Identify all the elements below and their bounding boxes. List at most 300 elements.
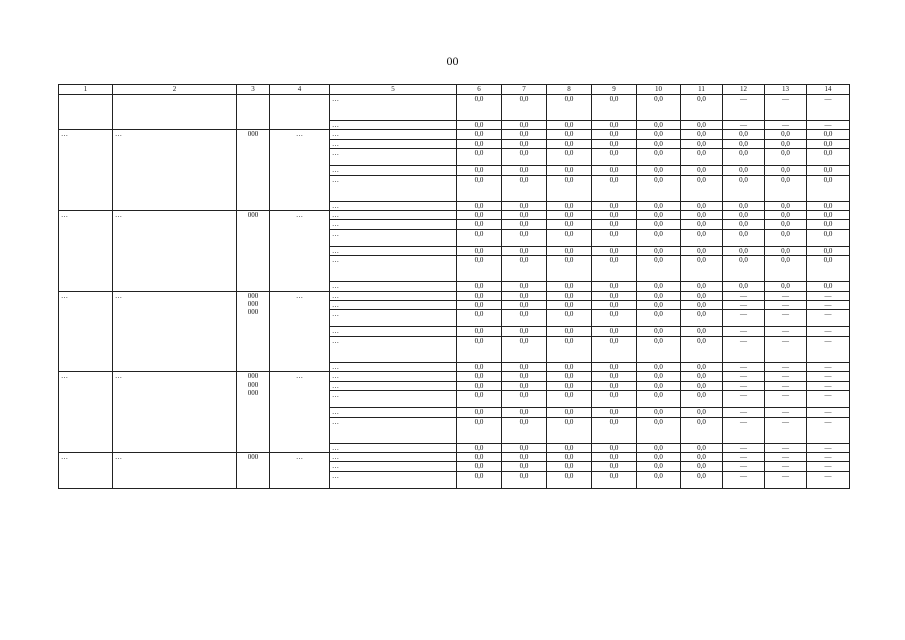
value-cell: 0,0 bbox=[592, 139, 637, 148]
source-label: … bbox=[330, 291, 457, 300]
value-cell: — bbox=[723, 408, 765, 417]
value-cell: 0,0 bbox=[723, 201, 765, 210]
value-cell: 0,0 bbox=[457, 201, 502, 210]
value-cell: 0,0 bbox=[765, 246, 807, 255]
value-cell: 0,0 bbox=[502, 471, 547, 488]
value-cell: 0,0 bbox=[592, 417, 637, 443]
value-cell: 0,0 bbox=[502, 327, 547, 336]
value-cell: 0,0 bbox=[502, 417, 547, 443]
value-cell: 0,0 bbox=[681, 229, 723, 246]
value-cell: — bbox=[723, 362, 765, 371]
value-cell: — bbox=[765, 310, 807, 327]
value-cell: 0,0 bbox=[457, 381, 502, 390]
value-cell: — bbox=[807, 443, 850, 452]
value-cell: 0,0 bbox=[637, 327, 681, 336]
value-cell: 0,0 bbox=[502, 462, 547, 471]
measure-name-cell: … bbox=[113, 130, 237, 211]
value-cell: 0,0 bbox=[807, 166, 850, 175]
group-label-cell: … bbox=[59, 452, 113, 488]
value-cell: — bbox=[723, 291, 765, 300]
value-cell: 0,0 bbox=[637, 149, 681, 166]
measure-name-cell: … bbox=[113, 452, 237, 488]
value-cell: 0,0 bbox=[592, 246, 637, 255]
value-cell: 0,0 bbox=[502, 201, 547, 210]
value-cell: 0,0 bbox=[681, 417, 723, 443]
table-row bbox=[59, 452, 850, 461]
value-cell: 0,0 bbox=[547, 362, 592, 371]
source-label: … bbox=[330, 246, 457, 255]
value-cell: 0,0 bbox=[502, 166, 547, 175]
table-row bbox=[59, 211, 850, 220]
value-cell: 0,0 bbox=[457, 327, 502, 336]
value-cell: 0,0 bbox=[547, 149, 592, 166]
value-cell: 0,0 bbox=[502, 95, 547, 121]
target-cell bbox=[270, 95, 330, 130]
value-cell: 0,0 bbox=[637, 417, 681, 443]
value-cell: — bbox=[807, 381, 850, 390]
value-cell: 0,0 bbox=[807, 220, 850, 229]
value-cell: — bbox=[807, 462, 850, 471]
value-cell: — bbox=[723, 301, 765, 310]
value-cell: 0,0 bbox=[592, 462, 637, 471]
value-cell: 0,0 bbox=[547, 175, 592, 201]
value-cell: — bbox=[723, 452, 765, 461]
value-cell: 0,0 bbox=[457, 166, 502, 175]
value-cell: 0,0 bbox=[502, 229, 547, 246]
value-cell: 0,0 bbox=[765, 220, 807, 229]
value-cell: 0,0 bbox=[502, 381, 547, 390]
value-cell: — bbox=[765, 362, 807, 371]
target-cell: … bbox=[270, 291, 330, 372]
value-cell: — bbox=[723, 372, 765, 381]
measure-name-cell: … bbox=[113, 372, 237, 453]
value-cell: 0,0 bbox=[547, 130, 592, 139]
table-row bbox=[59, 372, 850, 381]
value-cell: 0,0 bbox=[681, 166, 723, 175]
column-number: 1 bbox=[59, 85, 113, 95]
value-cell: 0,0 bbox=[502, 149, 547, 166]
value-cell: 0,0 bbox=[637, 471, 681, 488]
value-cell: — bbox=[765, 291, 807, 300]
value-cell: 0,0 bbox=[637, 246, 681, 255]
value-cell: 0,0 bbox=[547, 166, 592, 175]
value-cell: 0,0 bbox=[547, 417, 592, 443]
value-cell: 0,0 bbox=[457, 211, 502, 220]
value-cell: 0,0 bbox=[723, 256, 765, 282]
value-cell: 0,0 bbox=[637, 391, 681, 408]
value-cell: 0,0 bbox=[681, 452, 723, 461]
value-cell: 0,0 bbox=[457, 391, 502, 408]
value-cell: 0,0 bbox=[592, 229, 637, 246]
value-cell: 0,0 bbox=[457, 417, 502, 443]
source-label: … bbox=[330, 139, 457, 148]
value-cell: 0,0 bbox=[681, 336, 723, 362]
value-cell: — bbox=[807, 362, 850, 371]
value-cell: 0,0 bbox=[547, 256, 592, 282]
value-cell: 0,0 bbox=[807, 211, 850, 220]
group-label-cell bbox=[59, 95, 113, 130]
value-cell: 0,0 bbox=[547, 462, 592, 471]
value-cell: — bbox=[765, 408, 807, 417]
value-cell: 0,0 bbox=[502, 211, 547, 220]
value-cell: 0,0 bbox=[547, 391, 592, 408]
value-cell: 0,0 bbox=[502, 391, 547, 408]
value-cell: 0,0 bbox=[547, 201, 592, 210]
value-cell: 0,0 bbox=[807, 149, 850, 166]
value-cell: 0,0 bbox=[457, 452, 502, 461]
value-cell: 0,0 bbox=[723, 175, 765, 201]
source-label: … bbox=[330, 166, 457, 175]
value-cell: 0,0 bbox=[502, 336, 547, 362]
source-label: … bbox=[330, 301, 457, 310]
group-label-cell: … bbox=[59, 372, 113, 453]
value-cell: 0,0 bbox=[681, 149, 723, 166]
value-cell: 0,0 bbox=[592, 149, 637, 166]
column-number: 8 bbox=[547, 85, 592, 95]
value-cell: 0,0 bbox=[592, 391, 637, 408]
value-cell: 0,0 bbox=[807, 246, 850, 255]
value-cell: — bbox=[807, 372, 850, 381]
value-cell: — bbox=[765, 95, 807, 121]
value-cell: — bbox=[765, 452, 807, 461]
value-cell: 0,0 bbox=[807, 229, 850, 246]
source-label: … bbox=[330, 229, 457, 246]
value-cell: 0,0 bbox=[592, 121, 637, 130]
value-cell: 0,0 bbox=[681, 301, 723, 310]
budget-code: 000 bbox=[247, 380, 259, 389]
value-cell: 0,0 bbox=[457, 256, 502, 282]
value-cell: 0,0 bbox=[807, 130, 850, 139]
value-cell: 0,0 bbox=[723, 211, 765, 220]
source-label: … bbox=[330, 95, 457, 121]
value-cell: 0,0 bbox=[681, 121, 723, 130]
value-cell: 0,0 bbox=[637, 130, 681, 139]
value-cell: — bbox=[723, 391, 765, 408]
column-number: 6 bbox=[457, 85, 502, 95]
codes-cell bbox=[237, 130, 270, 211]
source-label: … bbox=[330, 220, 457, 229]
value-cell: 0,0 bbox=[637, 95, 681, 121]
value-cell: 0,0 bbox=[592, 95, 637, 121]
value-cell: 0,0 bbox=[592, 381, 637, 390]
value-cell: 0,0 bbox=[457, 301, 502, 310]
column-number: 13 bbox=[765, 85, 807, 95]
value-cell: — bbox=[807, 417, 850, 443]
budget-code: 000 bbox=[247, 372, 259, 381]
value-cell: 0,0 bbox=[681, 139, 723, 148]
value-cell: 0,0 bbox=[547, 246, 592, 255]
value-cell: 0,0 bbox=[457, 121, 502, 130]
value-cell: 0,0 bbox=[723, 130, 765, 139]
value-cell: 0,0 bbox=[681, 282, 723, 291]
value-cell: — bbox=[765, 417, 807, 443]
value-cell: 0,0 bbox=[681, 95, 723, 121]
column-number: 10 bbox=[637, 85, 681, 95]
value-cell: 0,0 bbox=[547, 95, 592, 121]
value-cell: — bbox=[723, 462, 765, 471]
value-cell: 0,0 bbox=[723, 139, 765, 148]
value-cell: 0,0 bbox=[723, 149, 765, 166]
value-cell: 0,0 bbox=[723, 166, 765, 175]
value-cell: — bbox=[807, 471, 850, 488]
value-cell: 0,0 bbox=[681, 220, 723, 229]
value-cell: 0,0 bbox=[637, 381, 681, 390]
value-cell: 0,0 bbox=[765, 201, 807, 210]
source-label: … bbox=[330, 175, 457, 201]
source-label: … bbox=[330, 462, 457, 471]
value-cell: 0,0 bbox=[681, 443, 723, 452]
value-cell: — bbox=[807, 391, 850, 408]
value-cell: 0,0 bbox=[502, 372, 547, 381]
value-cell: — bbox=[765, 381, 807, 390]
value-cell: 0,0 bbox=[637, 336, 681, 362]
value-cell: 0,0 bbox=[547, 310, 592, 327]
codes-cell bbox=[237, 452, 270, 488]
value-cell: — bbox=[765, 336, 807, 362]
value-cell: 0,0 bbox=[547, 121, 592, 130]
value-cell: 0,0 bbox=[807, 256, 850, 282]
value-cell: 0,0 bbox=[592, 372, 637, 381]
source-label: … bbox=[330, 336, 457, 362]
value-cell: 0,0 bbox=[457, 310, 502, 327]
value-cell: 0,0 bbox=[592, 408, 637, 417]
value-cell: 0,0 bbox=[502, 130, 547, 139]
value-cell: 0,0 bbox=[502, 256, 547, 282]
value-cell: 0,0 bbox=[502, 246, 547, 255]
budget-code: 000 bbox=[247, 300, 259, 309]
value-cell: 0,0 bbox=[547, 443, 592, 452]
value-cell: — bbox=[807, 327, 850, 336]
value-cell: 0,0 bbox=[637, 175, 681, 201]
value-cell: 0,0 bbox=[637, 139, 681, 148]
column-number: 5 bbox=[330, 85, 457, 95]
value-cell: 0,0 bbox=[592, 291, 637, 300]
value-cell: 0,0 bbox=[681, 408, 723, 417]
value-cell: 0,0 bbox=[681, 291, 723, 300]
column-number: 2 bbox=[113, 85, 237, 95]
value-cell: 0,0 bbox=[457, 149, 502, 166]
codes-cell bbox=[237, 95, 270, 130]
codes-cell bbox=[237, 372, 270, 453]
value-cell: 0,0 bbox=[547, 372, 592, 381]
value-cell: 0,0 bbox=[592, 362, 637, 371]
source-label: … bbox=[330, 408, 457, 417]
table-body bbox=[59, 85, 850, 489]
value-cell: 0,0 bbox=[592, 452, 637, 461]
source-label: … bbox=[330, 372, 457, 381]
value-cell: 0,0 bbox=[765, 256, 807, 282]
measure-name-cell: … bbox=[113, 211, 237, 292]
value-cell: 0,0 bbox=[681, 201, 723, 210]
value-cell: 0,0 bbox=[681, 256, 723, 282]
value-cell: 0,0 bbox=[637, 166, 681, 175]
value-cell: 0,0 bbox=[592, 471, 637, 488]
group-label-cell: … bbox=[59, 211, 113, 292]
value-cell: 0,0 bbox=[592, 201, 637, 210]
value-cell: 0,0 bbox=[592, 336, 637, 362]
source-label: … bbox=[330, 471, 457, 488]
value-cell: — bbox=[807, 301, 850, 310]
value-cell: — bbox=[765, 391, 807, 408]
value-cell: 0,0 bbox=[457, 362, 502, 371]
target-cell: … bbox=[270, 372, 330, 453]
source-label: … bbox=[330, 201, 457, 210]
value-cell: 0,0 bbox=[681, 462, 723, 471]
table-row bbox=[59, 95, 850, 121]
value-cell: 0,0 bbox=[765, 139, 807, 148]
value-cell: 0,0 bbox=[457, 408, 502, 417]
value-cell: 0,0 bbox=[457, 130, 502, 139]
value-cell: 0,0 bbox=[547, 408, 592, 417]
value-cell: 0,0 bbox=[637, 211, 681, 220]
value-cell: 0,0 bbox=[592, 310, 637, 327]
value-cell: 0,0 bbox=[765, 211, 807, 220]
value-cell: 0,0 bbox=[637, 256, 681, 282]
value-cell: 0,0 bbox=[592, 301, 637, 310]
value-cell: — bbox=[765, 471, 807, 488]
value-cell: 0,0 bbox=[547, 291, 592, 300]
column-number: 4 bbox=[270, 85, 330, 95]
value-cell: 0,0 bbox=[592, 130, 637, 139]
value-cell: 0,0 bbox=[637, 282, 681, 291]
value-cell: 0,0 bbox=[765, 166, 807, 175]
value-cell: — bbox=[723, 336, 765, 362]
value-cell: 0,0 bbox=[457, 336, 502, 362]
value-cell: 0,0 bbox=[457, 443, 502, 452]
value-cell: 0,0 bbox=[681, 211, 723, 220]
value-cell: 0,0 bbox=[457, 462, 502, 471]
value-cell: 0,0 bbox=[765, 175, 807, 201]
source-label: … bbox=[330, 130, 457, 139]
value-cell: 0,0 bbox=[681, 246, 723, 255]
value-cell: — bbox=[807, 95, 850, 121]
source-label: … bbox=[330, 381, 457, 390]
value-cell: — bbox=[765, 327, 807, 336]
value-cell: 0,0 bbox=[637, 201, 681, 210]
value-cell: — bbox=[807, 336, 850, 362]
value-cell: 0,0 bbox=[502, 121, 547, 130]
column-number: 9 bbox=[592, 85, 637, 95]
source-label: … bbox=[330, 362, 457, 371]
value-cell: 0,0 bbox=[457, 175, 502, 201]
value-cell: 0,0 bbox=[502, 282, 547, 291]
value-cell: — bbox=[723, 381, 765, 390]
source-label: … bbox=[330, 256, 457, 282]
value-cell: 0,0 bbox=[681, 372, 723, 381]
value-cell: 0,0 bbox=[681, 310, 723, 327]
value-cell: 0,0 bbox=[547, 327, 592, 336]
source-label: … bbox=[330, 310, 457, 327]
value-cell: 0,0 bbox=[502, 291, 547, 300]
value-cell: 0,0 bbox=[637, 462, 681, 471]
value-cell: 0,0 bbox=[681, 130, 723, 139]
value-cell: 0,0 bbox=[723, 229, 765, 246]
value-cell: 0,0 bbox=[457, 220, 502, 229]
value-cell: — bbox=[807, 408, 850, 417]
value-cell: — bbox=[765, 121, 807, 130]
value-cell: — bbox=[765, 462, 807, 471]
value-cell: 0,0 bbox=[637, 452, 681, 461]
value-cell: — bbox=[807, 310, 850, 327]
measure-name-cell bbox=[113, 95, 237, 130]
value-cell: 0,0 bbox=[592, 220, 637, 229]
value-cell: 0,0 bbox=[502, 452, 547, 461]
column-number: 7 bbox=[502, 85, 547, 95]
value-cell: — bbox=[723, 121, 765, 130]
value-cell: 0,0 bbox=[547, 229, 592, 246]
budget-code: 000 bbox=[247, 308, 259, 317]
source-label: … bbox=[330, 417, 457, 443]
source-label: … bbox=[330, 443, 457, 452]
value-cell: — bbox=[807, 291, 850, 300]
value-cell: 0,0 bbox=[592, 166, 637, 175]
funding-table bbox=[58, 84, 850, 489]
value-cell: 0,0 bbox=[765, 149, 807, 166]
value-cell: 0,0 bbox=[457, 95, 502, 121]
column-number: 11 bbox=[681, 85, 723, 95]
value-cell: 0,0 bbox=[592, 175, 637, 201]
page-number: 00 bbox=[446, 54, 459, 68]
value-cell: 0,0 bbox=[502, 301, 547, 310]
codes-cell bbox=[237, 211, 270, 292]
value-cell: 0,0 bbox=[502, 408, 547, 417]
value-cell: 0,0 bbox=[807, 282, 850, 291]
value-cell: 0,0 bbox=[637, 408, 681, 417]
value-cell: 0,0 bbox=[637, 229, 681, 246]
value-cell: — bbox=[765, 372, 807, 381]
value-cell: 0,0 bbox=[765, 130, 807, 139]
value-cell: 0,0 bbox=[502, 310, 547, 327]
table-row bbox=[59, 130, 850, 139]
value-cell: 0,0 bbox=[547, 220, 592, 229]
value-cell: — bbox=[723, 310, 765, 327]
value-cell: 0,0 bbox=[457, 246, 502, 255]
value-cell: 0,0 bbox=[547, 452, 592, 461]
value-cell: 0,0 bbox=[681, 175, 723, 201]
value-cell: — bbox=[765, 443, 807, 452]
codes-cell bbox=[237, 291, 270, 372]
value-cell: 0,0 bbox=[457, 372, 502, 381]
value-cell: 0,0 bbox=[457, 229, 502, 246]
budget-code: 000 bbox=[247, 389, 259, 398]
source-label: … bbox=[330, 282, 457, 291]
value-cell: — bbox=[723, 95, 765, 121]
value-cell: 0,0 bbox=[723, 282, 765, 291]
value-cell: 0,0 bbox=[502, 175, 547, 201]
column-number-row bbox=[59, 85, 850, 95]
value-cell: 0,0 bbox=[637, 310, 681, 327]
budget-code: 000 bbox=[247, 452, 259, 461]
value-cell: — bbox=[807, 452, 850, 461]
value-cell: 0,0 bbox=[807, 175, 850, 201]
value-cell: 0,0 bbox=[681, 381, 723, 390]
value-cell: 0,0 bbox=[807, 139, 850, 148]
value-cell: 0,0 bbox=[807, 201, 850, 210]
value-cell: — bbox=[723, 471, 765, 488]
value-cell: 0,0 bbox=[637, 372, 681, 381]
value-cell: 0,0 bbox=[457, 291, 502, 300]
budget-code: 000 bbox=[247, 291, 259, 300]
value-cell: — bbox=[723, 417, 765, 443]
value-cell: 0,0 bbox=[681, 362, 723, 371]
source-label: … bbox=[330, 121, 457, 130]
value-cell: 0,0 bbox=[681, 471, 723, 488]
group-label-cell: … bbox=[59, 130, 113, 211]
value-cell: 0,0 bbox=[547, 471, 592, 488]
source-label: … bbox=[330, 149, 457, 166]
value-cell: 0,0 bbox=[765, 282, 807, 291]
value-cell: 0,0 bbox=[723, 220, 765, 229]
